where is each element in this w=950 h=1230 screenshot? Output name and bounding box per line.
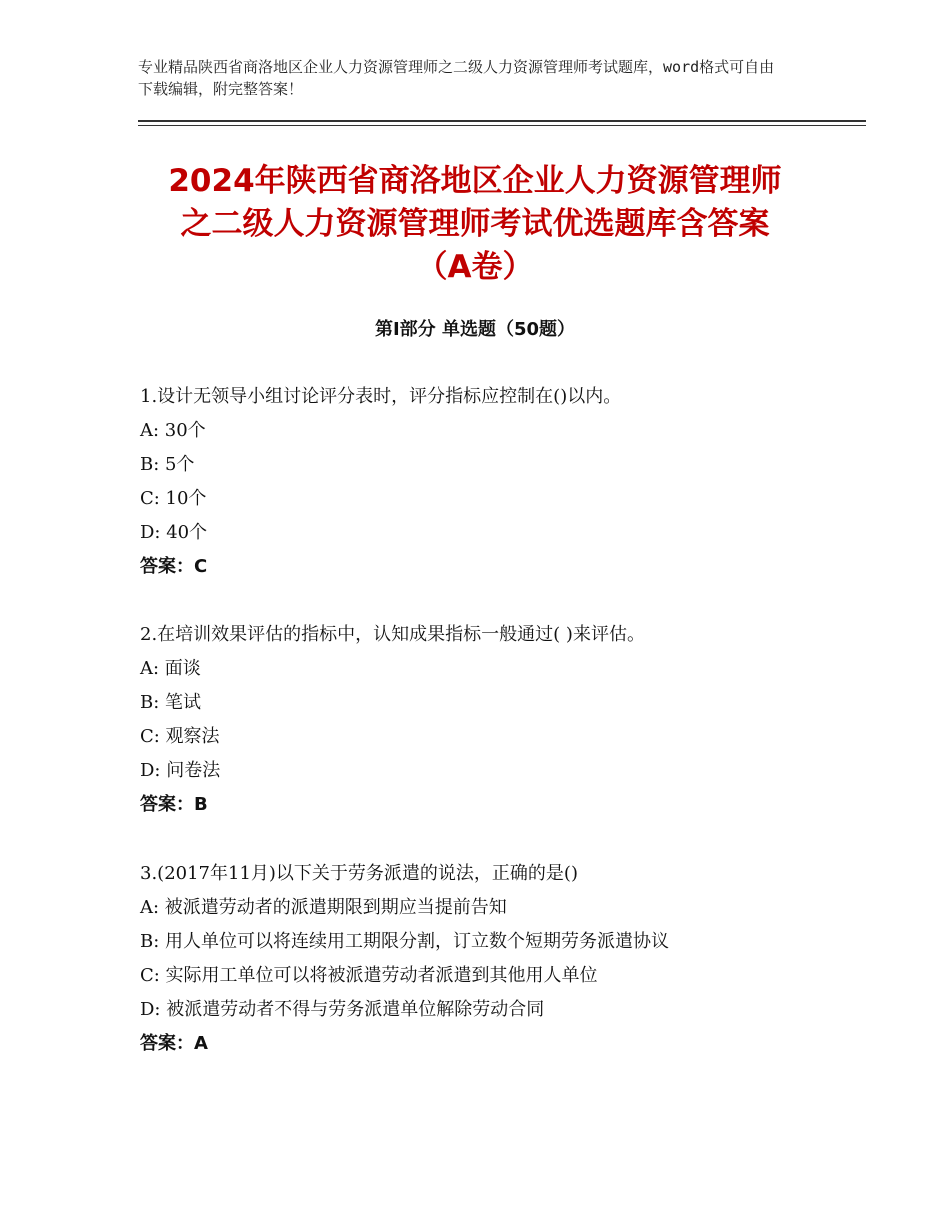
- title-line-3: （A卷）: [416, 249, 534, 285]
- title-line-1: 2024年陕西省商洛地区企业人力资源管理师: [168, 163, 782, 199]
- option-b: B: 笔试: [140, 692, 202, 713]
- header-note: 专业精品陕西省商洛地区企业人力资源管理师之二级人力资源管理师考试题库，word格式可自由下载编辑，附完整答案！: [138, 58, 775, 98]
- option-b: B: 5个: [140, 454, 195, 475]
- document-title: [100, 160, 850, 289]
- option-c: C: 实际用工单位可以将被派遣劳动者派遣到其他用人单位: [140, 965, 598, 986]
- header-divider-thin: [138, 125, 866, 126]
- option-a: A: 30个: [140, 420, 206, 441]
- answer-line: 答案：B: [140, 794, 208, 815]
- header-divider-thick: [138, 120, 866, 122]
- answer-line: 答案：C: [140, 556, 208, 577]
- question-2: [140, 618, 860, 822]
- option-c: C: 观察法: [140, 726, 220, 747]
- section-heading: 第Ⅰ部分 单选题（50题）: [374, 319, 575, 340]
- question-stem: 2.在培训效果评估的指标中，认知成果指标一般通过( )来评估。: [140, 624, 645, 645]
- question-stem: 1.设计无领导小组讨论评分表时，评分指标应控制在()以内。: [140, 386, 622, 407]
- question-stem: 3.(2017年11月)以下关于劳务派遣的说法，正确的是(): [140, 863, 578, 884]
- option-a: A: 面谈: [140, 658, 201, 679]
- option-c: C: 10个: [140, 488, 207, 509]
- question-3: [140, 857, 860, 1061]
- answer-line: 答案：A: [140, 1033, 208, 1054]
- option-b: B: 用人单位可以将连续用工期限分割，订立数个短期劳务派遣协议: [140, 931, 670, 952]
- option-d: D: 40个: [140, 522, 208, 543]
- option-d: D: 问卷法: [140, 760, 221, 781]
- option-a: A: 被派遣劳动者的派遣期限到期应当提前告知: [140, 897, 507, 918]
- option-d: D: 被派遣劳动者不得与劳务派遣单位解除劳动合同: [140, 999, 545, 1020]
- question-1: [140, 380, 860, 584]
- title-line-2: 之二级人力资源管理师考试优选题库含答案: [180, 206, 770, 242]
